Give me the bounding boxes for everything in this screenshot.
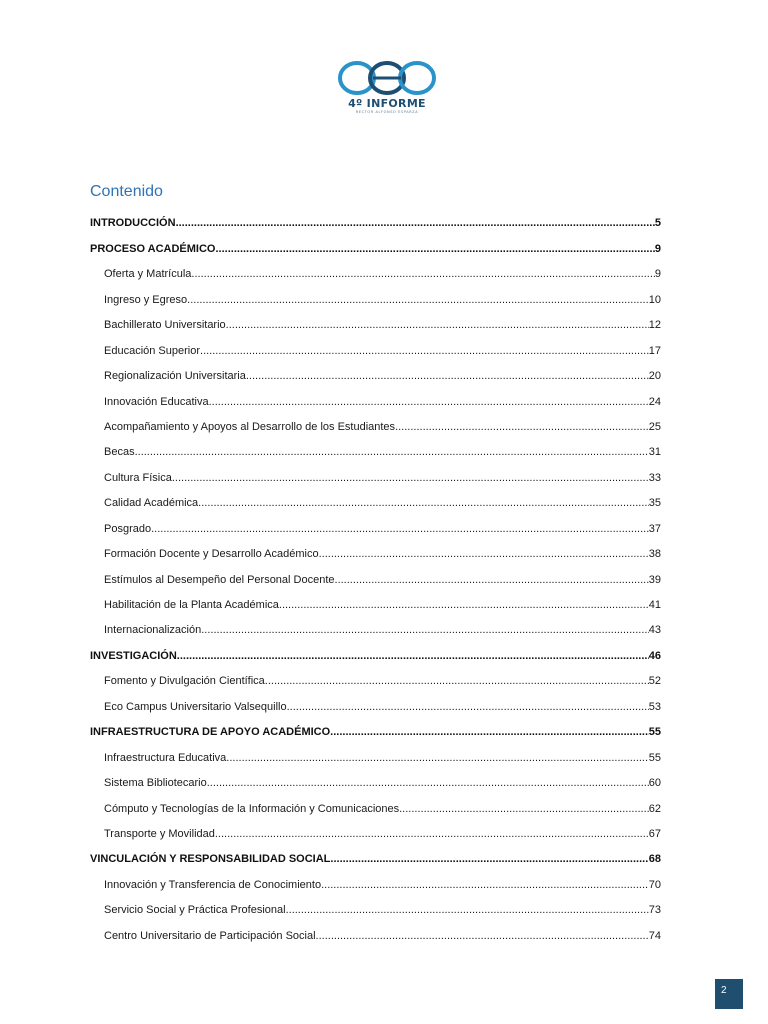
toc-subsection-entry[interactable] (90, 255, 661, 280)
toc-entry-page: 9 (654, 242, 661, 255)
toc-subsection-entry[interactable] (90, 306, 661, 331)
toc-subsection-entry[interactable] (90, 357, 661, 382)
toc-section-entry[interactable] (90, 840, 661, 865)
toc-entry-page: 37 (648, 522, 661, 535)
toc-subsection-entry[interactable] (90, 408, 661, 433)
toc-entry-page: 5 (654, 217, 661, 230)
toc-entry-title: Posgrado (104, 522, 152, 535)
toc-entry-title: Internacionalización (104, 624, 202, 637)
toc-entry-title: Sistema Bibliotecario (104, 777, 207, 790)
toc-subsection-entry[interactable] (90, 586, 661, 611)
toc-entry-page: 43 (648, 624, 661, 637)
toc-entry-page: 70 (648, 878, 661, 891)
toc-entry-page: 55 (648, 726, 661, 739)
toc-entry-page: 53 (648, 700, 661, 713)
toc-subsection-entry[interactable] (90, 560, 661, 585)
toc-dot-leader (191, 268, 654, 280)
toc-entry-title: Oferta y Matrícula (104, 268, 192, 281)
toc-entry-title: Infraestructura Educativa (104, 751, 227, 764)
toc-subsection-entry[interactable] (90, 687, 661, 712)
toc-entry-title: Becas (104, 446, 135, 459)
toc-subsection-entry[interactable] (90, 458, 661, 483)
toc-entry-page: 10 (648, 293, 661, 306)
toc-dot-leader (216, 243, 655, 255)
toc-dot-leader (200, 345, 649, 357)
toc-entry-page: 52 (648, 675, 661, 688)
toc-dot-leader (279, 599, 649, 611)
toc-entry-page: 31 (648, 446, 661, 459)
toc-subsection-entry[interactable] (90, 484, 661, 509)
toc-section-entry[interactable] (90, 204, 661, 229)
toc-dot-leader (177, 650, 649, 662)
toc-dot-leader (201, 624, 649, 636)
toc-entry-title: Centro Universitario de Participación Social (104, 929, 316, 942)
logo-subtitle: RECTOR ALFONSO ESPARZA (355, 110, 419, 114)
toc-subsection-entry[interactable] (90, 382, 661, 407)
toc-dot-leader (316, 930, 649, 942)
toc-dot-leader (399, 803, 649, 815)
toc-entry-page: 68 (648, 853, 661, 866)
toc-dot-leader (151, 523, 649, 535)
toc-entry-page: 55 (648, 751, 661, 764)
toc-dot-leader (226, 752, 648, 764)
toc-entry-title: Regionalización Universitaria (104, 370, 246, 383)
toc-entry-title: Estímulos al Desempeño del Personal Docente (104, 573, 335, 586)
toc-dot-leader (246, 370, 649, 382)
toc-entry-title: Ingreso y Egreso (104, 293, 188, 306)
toc-dot-leader (321, 879, 649, 891)
toc-dot-leader (209, 396, 649, 408)
toc-entry-page: 74 (648, 929, 661, 942)
toc-entry-page: 20 (648, 370, 661, 383)
toc-entry-title: Acompañamiento y Apoyos al Desarrollo de los Estudiantes (104, 420, 396, 433)
toc-entry-title: Cómputo y Tecnologías de la Información y Comunicaciones (104, 802, 400, 815)
toc-subsection-entry[interactable] (90, 891, 661, 916)
toc-heading: Contenido (90, 183, 163, 200)
toc-entry-page: 67 (648, 827, 661, 840)
toc-entry-title: Educación Superior (104, 344, 201, 357)
toc-entry-title: INFRAESTRUCTURA DE APOYO ACADÉMICO (90, 726, 331, 739)
toc-entry-page: 38 (648, 548, 661, 561)
toc-subsection-entry[interactable] (90, 280, 661, 305)
toc-subsection-entry[interactable] (90, 789, 661, 814)
toc-subsection-entry[interactable] (90, 433, 661, 458)
toc-dot-leader (172, 472, 649, 484)
table-of-contents (90, 204, 661, 942)
toc-dot-leader (335, 574, 649, 586)
toc-entry-page: 46 (648, 649, 661, 662)
toc-dot-leader (330, 853, 648, 865)
toc-entry-page: 41 (648, 599, 661, 611)
toc-section-entry[interactable] (90, 713, 661, 738)
toc-entry-page: 39 (648, 573, 661, 586)
toc-subsection-entry[interactable] (90, 611, 661, 636)
toc-entry-page: 35 (648, 497, 661, 510)
toc-entry-page: 12 (648, 319, 661, 332)
toc-dot-leader (319, 548, 649, 560)
toc-entry-title: Calidad Académica (104, 497, 199, 510)
toc-dot-leader (395, 421, 649, 433)
toc-dot-leader (187, 294, 649, 306)
toc-dot-leader (287, 701, 649, 713)
toc-dot-leader (176, 217, 655, 229)
toc-subsection-entry[interactable] (90, 815, 661, 840)
toc-entry-title: INTRODUCCIÓN (90, 217, 176, 230)
toc-entry-page: 24 (648, 395, 661, 408)
toc-subsection-entry[interactable] (90, 331, 661, 356)
toc-dot-leader (226, 319, 649, 331)
toc-entry-page: 62 (648, 802, 661, 815)
toc-entry-title: Transporte y Movilidad (104, 827, 215, 840)
toc-dot-leader (286, 904, 649, 916)
toc-entry-title: Habilitación de la Planta Académica (104, 599, 279, 611)
toc-section-entry[interactable] (90, 636, 661, 661)
toc-entry-title: Cultura Física (104, 471, 172, 484)
toc-dot-leader (135, 446, 649, 458)
page-number: 2 (721, 985, 727, 996)
toc-subsection-entry[interactable] (90, 764, 661, 789)
toc-subsection-entry[interactable] (90, 916, 661, 941)
toc-entry-title: Fomento y Divulgación Científica (104, 675, 265, 688)
toc-entry-title: Bachillerato Universitario (104, 319, 226, 332)
toc-dot-leader (215, 828, 649, 840)
toc-dot-leader (207, 777, 649, 789)
toc-dot-leader (198, 497, 649, 509)
toc-entry-page: 17 (648, 344, 661, 357)
toc-entry-page: 60 (648, 777, 661, 790)
toc-entry-title: Eco Campus Universitario Valsequillo (104, 700, 287, 713)
toc-dot-leader (330, 726, 649, 738)
toc-entry-title: Innovación Educativa (104, 395, 209, 408)
toc-subsection-entry[interactable] (90, 509, 661, 534)
toc-subsection-entry[interactable] (90, 662, 661, 687)
toc-entry-title: VINCULACIÓN Y RESPONSABILIDAD SOCIAL (90, 853, 331, 866)
toc-entry-title: PROCESO ACADÉMICO (90, 242, 216, 255)
toc-entry-title: Innovación y Transferencia de Conocimiento (104, 878, 322, 891)
toc-entry-title: Servicio Social y Práctica Profesional (104, 904, 286, 917)
toc-dot-leader (265, 675, 649, 687)
toc-entry-page: 9 (654, 268, 661, 281)
toc-entry-page: 73 (648, 904, 661, 917)
toc-section-entry[interactable] (90, 229, 661, 254)
toc-subsection-entry[interactable] (90, 535, 661, 560)
toc-entry-title: Formación Docente y Desarrollo Académico (104, 548, 319, 561)
toc-entry-page: 25 (648, 420, 661, 433)
toc-subsection-entry[interactable] (90, 865, 661, 890)
toc-entry-page: 33 (648, 471, 661, 484)
toc-entry-title: INVESTIGACIÓN (90, 649, 177, 662)
logo-title: 4º INFORME (348, 97, 426, 110)
toc-subsection-entry[interactable] (90, 738, 661, 763)
